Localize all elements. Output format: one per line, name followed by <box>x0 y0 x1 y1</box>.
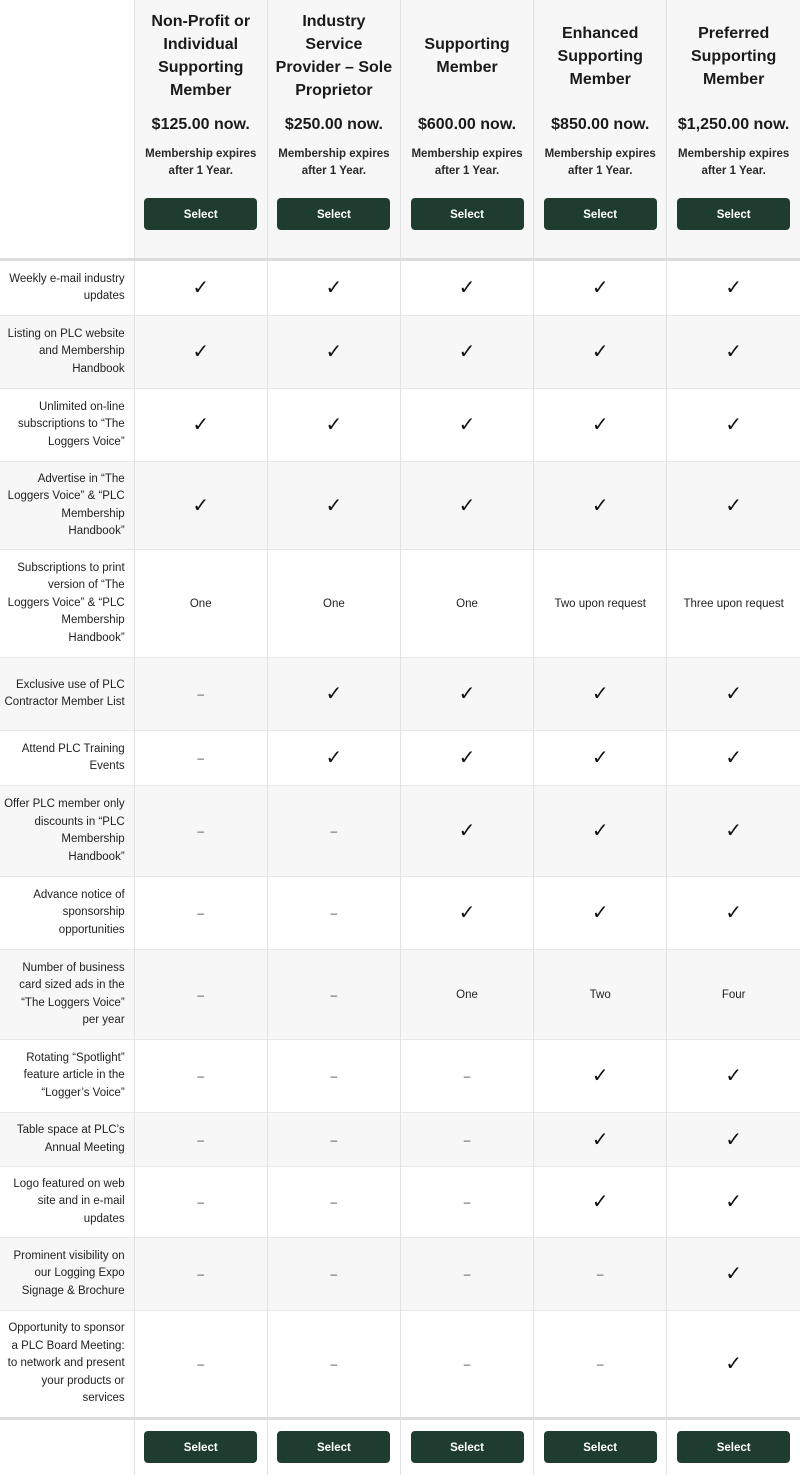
select-level-button[interactable]: Select <box>544 198 657 230</box>
feature-cell-included <box>400 658 533 731</box>
check-icon: ✓ <box>458 341 476 363</box>
feature-cell-value <box>534 550 667 658</box>
dash-icon: – <box>197 1195 205 1209</box>
feature-label: Opportunity to sponsor a PLC Board Meeting: to network and present your products or services <box>0 1311 134 1419</box>
footer-cell <box>667 1419 800 1475</box>
feature-cell-included <box>667 658 800 731</box>
feature-cell-included <box>534 731 667 786</box>
feature-cell-not-included <box>134 1040 267 1113</box>
feature-label: Logo featured on web site and in e-mail updates <box>0 1167 134 1238</box>
check-icon: ✓ <box>591 1128 609 1151</box>
feature-cell-not-included <box>134 950 267 1040</box>
feature-cell-included <box>667 731 800 786</box>
feature-cell-not-included <box>134 1167 267 1238</box>
feature-value-text: Two <box>589 988 611 1001</box>
level-price: $125.00 now. <box>151 116 250 133</box>
dash-icon: – <box>330 987 338 1002</box>
feature-cell-not-included <box>134 1311 267 1419</box>
feature-cell-included <box>534 462 667 550</box>
feature-cell-included <box>400 389 533 462</box>
dash-icon: – <box>330 1357 338 1371</box>
feature-cell-included <box>400 877 533 950</box>
feature-cell-not-included <box>134 786 267 877</box>
feature-cell-included <box>667 1238 800 1311</box>
feature-cell-included <box>667 462 800 550</box>
feature-cell-included <box>667 1040 800 1113</box>
feature-row <box>0 1040 800 1113</box>
check-icon: ✓ <box>192 494 210 517</box>
feature-row <box>0 786 800 877</box>
dash-icon: – <box>463 1267 471 1281</box>
feature-cell-included <box>667 877 800 950</box>
level-header-row <box>0 0 800 260</box>
feature-cell-included <box>134 462 267 550</box>
feature-cell-included <box>534 658 667 731</box>
feature-cell-included <box>667 1311 800 1419</box>
feature-cell-included <box>267 260 400 316</box>
dash-icon: – <box>330 1132 338 1147</box>
check-icon: ✓ <box>725 1353 743 1375</box>
check-icon: ✓ <box>725 683 743 705</box>
dash-icon: – <box>197 1132 205 1147</box>
dash-icon: – <box>463 1132 471 1147</box>
check-icon: ✓ <box>591 683 609 705</box>
feature-row <box>0 1167 800 1238</box>
feature-cell-not-included <box>134 1238 267 1311</box>
header-corner <box>0 0 134 260</box>
dash-icon: – <box>330 1195 338 1209</box>
feature-value-text: Three upon request <box>683 597 784 610</box>
feature-cell-not-included <box>134 731 267 786</box>
check-icon: ✓ <box>591 747 609 769</box>
feature-cell-not-included <box>400 1311 533 1419</box>
feature-cell-included <box>267 731 400 786</box>
feature-cell-not-included <box>534 1311 667 1419</box>
feature-cell-included <box>134 389 267 462</box>
check-icon: ✓ <box>192 277 210 299</box>
feature-cell-not-included <box>267 1167 400 1238</box>
feature-cell-value <box>134 550 267 658</box>
feature-cell-included <box>400 462 533 550</box>
check-icon: ✓ <box>458 683 476 705</box>
check-icon: ✓ <box>325 747 343 769</box>
feature-cell-included <box>400 316 533 389</box>
check-icon: ✓ <box>458 414 476 436</box>
footer-select-row <box>0 1419 800 1475</box>
feature-cell-included <box>267 389 400 462</box>
feature-cell-value <box>667 550 800 658</box>
feature-row <box>0 877 800 950</box>
feature-label: Prominent visibility on our Logging Expo Signage & Brochure <box>0 1238 134 1311</box>
dash-icon: – <box>330 906 338 920</box>
feature-cell-included <box>134 260 267 316</box>
feature-cell-value <box>667 950 800 1040</box>
feature-cell-included <box>667 389 800 462</box>
check-icon: ✓ <box>725 747 743 769</box>
feature-cell-included <box>534 1113 667 1167</box>
feature-cell-included <box>534 786 667 877</box>
feature-cell-not-included <box>400 1167 533 1238</box>
feature-cell-included <box>534 316 667 389</box>
check-icon: ✓ <box>591 1065 609 1087</box>
check-icon: ✓ <box>192 341 210 363</box>
feature-cell-included <box>267 658 400 731</box>
feature-cell-not-included <box>267 1238 400 1311</box>
feature-cell-included <box>667 260 800 316</box>
check-icon: ✓ <box>725 820 743 842</box>
dash-icon: – <box>596 1357 604 1371</box>
feature-cell-included <box>534 1040 667 1113</box>
level-price: $600.00 now. <box>417 116 517 133</box>
level-column-supporting-member <box>400 0 533 260</box>
feature-row <box>0 550 800 658</box>
feature-cell-included <box>400 731 533 786</box>
feature-cell-included <box>400 786 533 877</box>
feature-cell-included <box>534 1167 667 1238</box>
feature-value-text: Two upon request <box>554 597 646 610</box>
dash-icon: – <box>330 1069 338 1083</box>
dash-icon: – <box>463 1069 471 1083</box>
feature-label: Advertise in “The Loggers Voice” & “PLC Membership Handbook” <box>0 462 134 550</box>
feature-value-text: One <box>456 597 478 610</box>
level-expiration: Membership expires after 1 Year. <box>678 148 790 177</box>
level-column-industry-service-provider-sole-proprietor <box>267 0 400 260</box>
feature-row <box>0 316 800 389</box>
feature-cell-not-included <box>400 1040 533 1113</box>
level-expiration: Membership expires after 1 Year. <box>544 148 656 177</box>
level-expiration: Membership expires after 1 Year. <box>411 148 523 177</box>
feature-row <box>0 1311 800 1419</box>
feature-cell-value <box>534 950 667 1040</box>
level-name: Supporting Member <box>424 36 510 76</box>
level-price: $850.00 now. <box>551 116 650 133</box>
feature-cell-value <box>400 950 533 1040</box>
dash-icon: – <box>197 751 205 765</box>
check-icon: ✓ <box>725 414 743 436</box>
footer-cell <box>400 1419 533 1475</box>
level-price: $1,250.00 now. <box>677 116 790 133</box>
level-column-enhanced-supporting-member <box>534 0 667 260</box>
check-icon: ✓ <box>591 494 609 517</box>
feature-cell-not-included <box>267 950 400 1040</box>
select-level-button[interactable]: Select <box>277 198 390 230</box>
level-name: Preferred Supporting Member <box>690 24 777 88</box>
footer-cell <box>534 1419 667 1475</box>
feature-cell-not-included <box>400 1238 533 1311</box>
select-level-button-footer[interactable]: Select <box>544 1431 657 1463</box>
check-icon: ✓ <box>725 277 743 299</box>
check-icon: ✓ <box>192 414 210 436</box>
feature-value-text: One <box>456 988 478 1001</box>
feature-label: Attend PLC Training Events <box>0 731 134 786</box>
check-icon: ✓ <box>725 341 743 363</box>
check-icon: ✓ <box>325 414 343 436</box>
feature-cell-included <box>534 260 667 316</box>
check-icon: ✓ <box>325 277 343 299</box>
feature-label: Listing on PLC website and Membership Handbook <box>0 316 134 389</box>
dash-icon: – <box>197 1357 205 1371</box>
check-icon: ✓ <box>725 494 743 517</box>
check-icon: ✓ <box>591 902 609 924</box>
dash-icon: – <box>197 1069 205 1083</box>
dash-icon: – <box>463 1195 471 1209</box>
feature-cell-not-included <box>267 786 400 877</box>
select-level-button-footer[interactable]: Select <box>277 1431 390 1463</box>
feature-cell-included <box>267 316 400 389</box>
check-icon: ✓ <box>458 494 476 517</box>
feature-cell-included <box>267 462 400 550</box>
check-icon: ✓ <box>591 414 609 436</box>
feature-label: Table space at PLC’s Annual Meeting <box>0 1113 134 1167</box>
check-icon: ✓ <box>591 277 609 299</box>
check-icon: ✓ <box>458 277 476 299</box>
feature-row <box>0 389 800 462</box>
feature-label: Unlimited on-line subscriptions to “The Loggers Voice” <box>0 389 134 462</box>
feature-cell-not-included <box>267 1040 400 1113</box>
check-icon: ✓ <box>458 820 476 842</box>
feature-value-text: Four <box>721 988 746 1001</box>
select-level-button-footer[interactable]: Select <box>144 1431 257 1463</box>
dash-icon: – <box>197 906 205 920</box>
check-icon: ✓ <box>325 341 343 363</box>
select-level-button[interactable]: Select <box>144 198 257 230</box>
level-name: Industry Service Provider – Sole Proprietor <box>275 13 393 99</box>
feature-cell-not-included <box>267 1113 400 1167</box>
feature-label: Exclusive use of PLC Contractor Member List <box>0 658 134 731</box>
feature-label: Offer PLC member only discounts in “PLC Membership Handbook” <box>0 786 134 877</box>
check-icon: ✓ <box>725 1065 743 1087</box>
dash-icon: – <box>330 824 338 838</box>
dash-icon: – <box>197 687 205 701</box>
feature-cell-included <box>534 877 667 950</box>
feature-cell-not-included <box>267 877 400 950</box>
feature-row <box>0 1113 800 1167</box>
select-level-button[interactable]: Select <box>677 198 790 230</box>
feature-row <box>0 731 800 786</box>
select-level-button-footer[interactable]: Select <box>411 1431 524 1463</box>
select-level-button-footer[interactable]: Select <box>677 1431 790 1463</box>
feature-row <box>0 462 800 550</box>
dash-icon: – <box>596 1267 604 1281</box>
check-icon: ✓ <box>458 747 476 769</box>
dash-icon: – <box>463 1357 471 1371</box>
check-icon: ✓ <box>725 1128 743 1151</box>
feature-row <box>0 260 800 316</box>
feature-label: Advance notice of sponsorship opportunities <box>0 877 134 950</box>
feature-cell-not-included <box>267 1311 400 1419</box>
feature-cell-included <box>667 786 800 877</box>
feature-value-text: One <box>189 597 212 610</box>
feature-cell-value <box>267 550 400 658</box>
feature-cell-included <box>667 1113 800 1167</box>
dash-icon: – <box>197 987 205 1002</box>
check-icon: ✓ <box>325 683 343 705</box>
footer-cell <box>134 1419 267 1475</box>
level-column-preferred-supporting-member <box>667 0 800 260</box>
level-price: $250.00 now. <box>284 116 383 133</box>
select-level-button[interactable]: Select <box>411 198 524 230</box>
feature-cell-value <box>400 550 533 658</box>
feature-row <box>0 658 800 731</box>
level-expiration: Membership expires after 1 Year. <box>278 148 390 177</box>
footer-cell <box>267 1419 400 1475</box>
dash-icon: – <box>330 1267 338 1281</box>
level-name: Enhanced Supporting Member <box>557 24 643 88</box>
feature-cell-included <box>667 1167 800 1238</box>
feature-cell-included <box>534 389 667 462</box>
check-icon: ✓ <box>591 1191 609 1213</box>
check-icon: ✓ <box>591 820 609 842</box>
level-expiration: Membership expires after 1 Year. <box>145 148 257 177</box>
feature-cell-included <box>400 260 533 316</box>
feature-cell-not-included <box>134 658 267 731</box>
feature-cell-not-included <box>400 1113 533 1167</box>
check-icon: ✓ <box>325 494 343 517</box>
feature-label: Subscriptions to print version of “The Loggers Voice” & “PLC Membership Handbook” <box>0 550 134 658</box>
feature-label: Rotating “Spotlight” feature article in the “Logger’s Voice” <box>0 1040 134 1113</box>
check-icon: ✓ <box>458 902 476 924</box>
check-icon: ✓ <box>725 902 743 924</box>
level-column-non-profit-or-individual-supporting-member <box>134 0 267 260</box>
feature-cell-included <box>134 316 267 389</box>
feature-label: Number of business card sized ads in the “The Loggers Voice” per year <box>0 950 134 1040</box>
feature-cell-not-included <box>534 1238 667 1311</box>
feature-row <box>0 1238 800 1311</box>
feature-value-text: One <box>323 597 345 610</box>
feature-label: Weekly e-mail industry updates <box>0 260 134 316</box>
feature-cell-not-included <box>134 877 267 950</box>
feature-cell-included <box>667 316 800 389</box>
check-icon: ✓ <box>725 1263 743 1285</box>
feature-cell-not-included <box>134 1113 267 1167</box>
feature-rows <box>0 260 800 1419</box>
check-icon: ✓ <box>591 341 609 363</box>
feature-row <box>0 950 800 1040</box>
dash-icon: – <box>197 1267 205 1281</box>
footer-corner <box>0 1419 134 1475</box>
check-icon: ✓ <box>725 1191 743 1213</box>
dash-icon: – <box>197 824 205 838</box>
level-name: Non-Profit or Individual Supporting Member <box>151 13 251 99</box>
